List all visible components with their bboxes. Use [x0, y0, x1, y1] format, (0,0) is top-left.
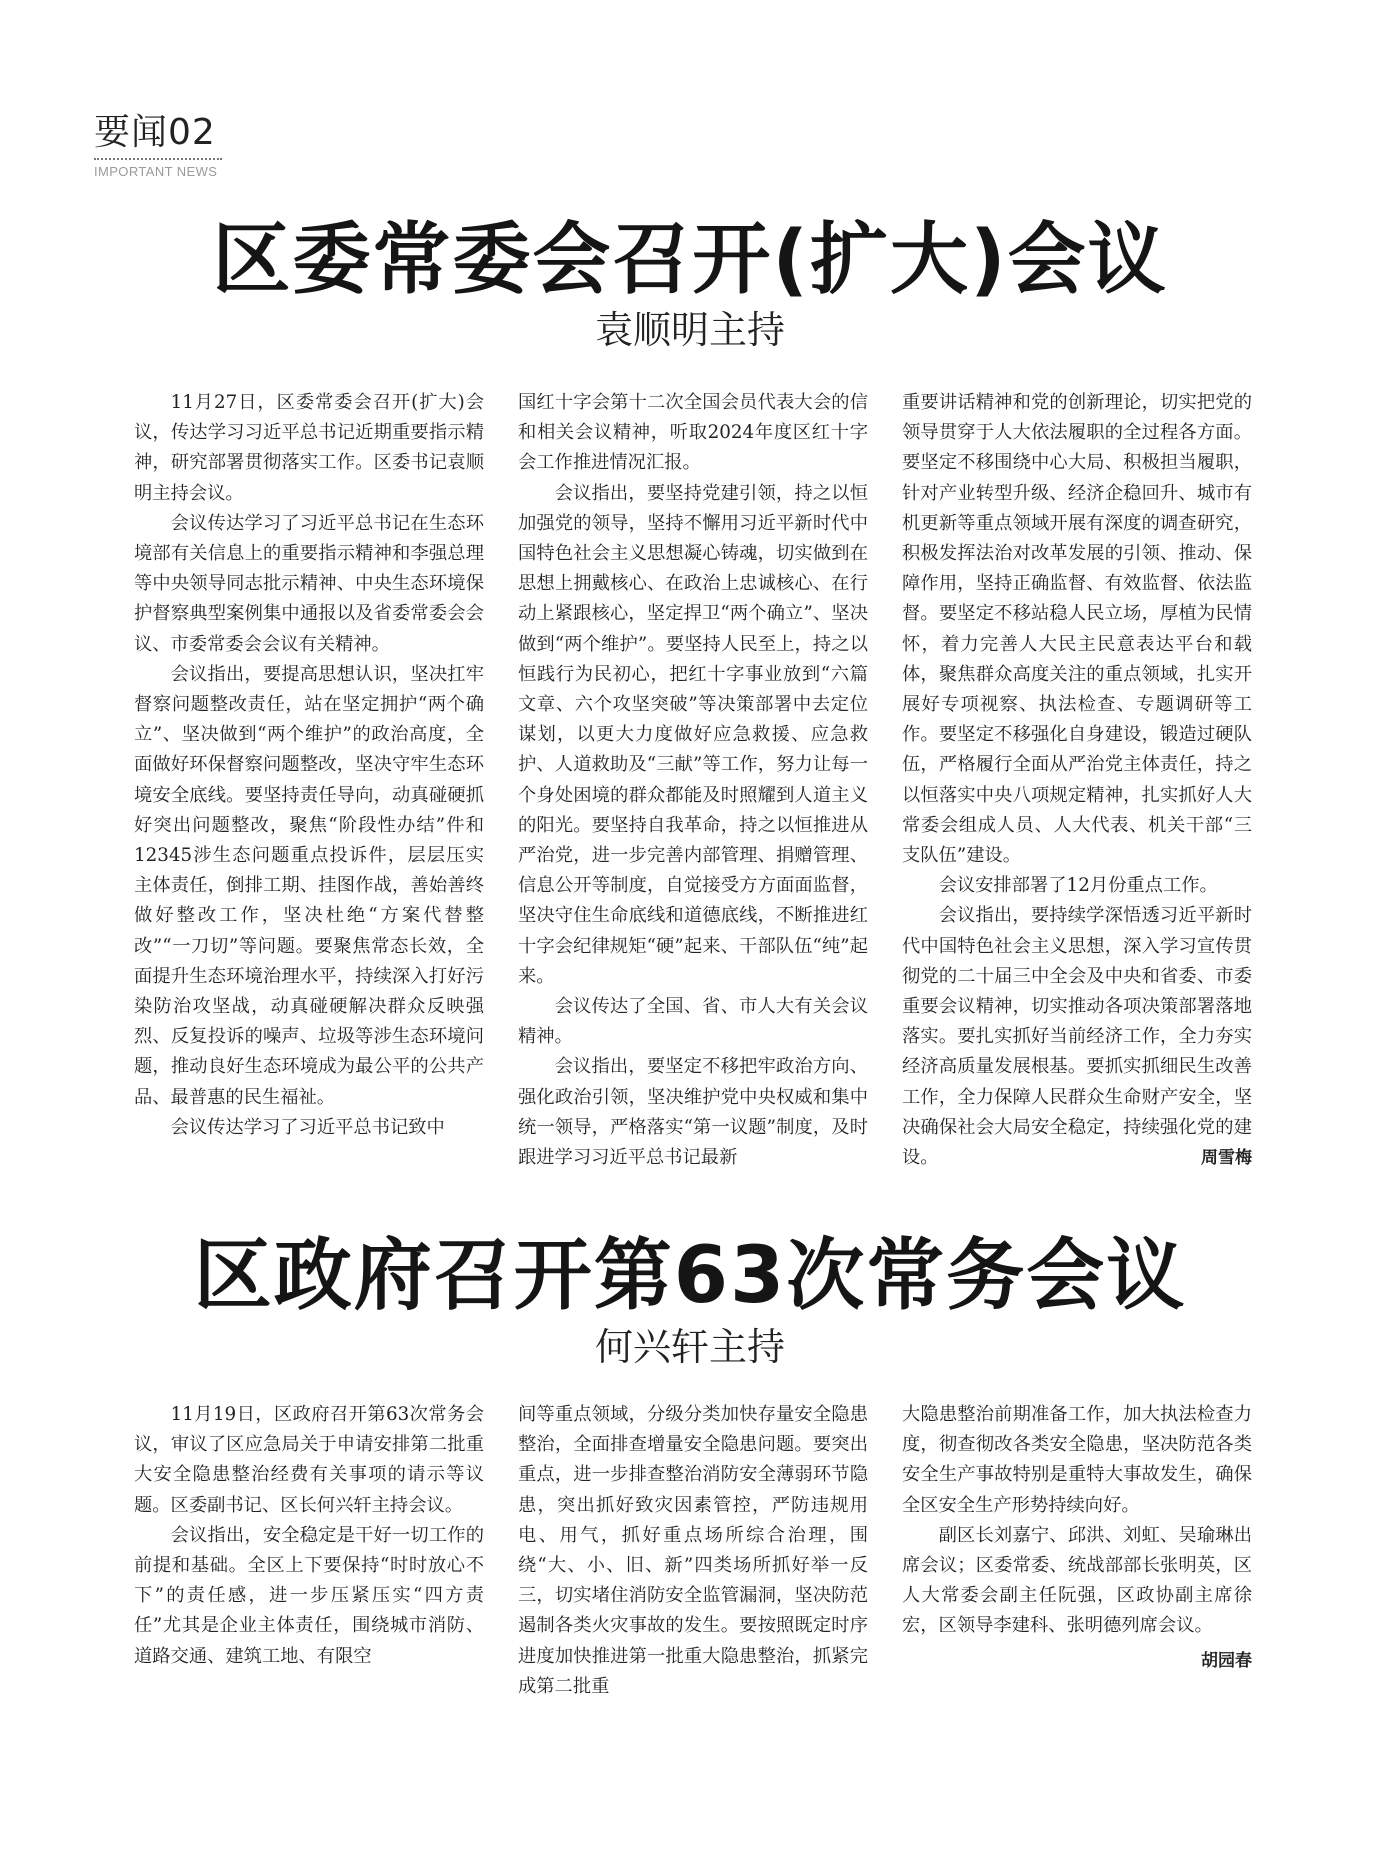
article-1-headline: 区委常委会召开(扩大)会议 [212, 215, 1168, 305]
article-2-paragraph: 副区长刘嘉宁、邱洪、刘虹、吴瑜琳出席会议；区委常委、统战部部长张明英，区人大常委会副主任阮强，区政协副主席徐宏，区领导李建科、张明德列席会议。 [902, 1524, 1252, 1637]
article-2-author: 胡园春 [1201, 1650, 1252, 1671]
article-1-paragraph: 会议安排部署了12月份重点工作。 [938, 875, 1218, 897]
article-1-author: 周雪梅 [1201, 1148, 1252, 1169]
article-1-column-3 [902, 388, 1252, 1196]
section-masthead [94, 112, 334, 180]
article-1-paragraph: 重要讲话精神和党的创新理论，切实把党的领导贯穿于人大依法履职的全过程各方面。要坚定不移围绕中心大局、积极担当履职，针对产业转型升级、经济企稳回升、城市有机更新等重点领域开展有深度的调查研究，积极发挥法治对改革发展的引领、推动、保障作用，坚持正确监督、有效监督、依法监督。要坚定不移站稳人民立场，厚植为民情怀，着力完善人大民主民意表达平台和载体，聚焦群众高度关注的重点领域，扎实开展好专项视察、执法检查、专题调研等工作。要坚定不移强化自身建设，锻造过硬队伍，严格履行全面从严治党主体责任，持之以恒落实中央八项规定精神，扎实抓好人大常委会组成人员、人大代表、机关干部“三支队伍”建设。 [902, 392, 1252, 867]
article-2-column-1 [134, 1400, 484, 1710]
article-1-paragraph: 会议传达学习了习近平总书记在生态环境部有关信息上的重要指示精神和李强总理等中央领导同志批示精神、中央生态环境保护督察典型案例集中通报以及省委常委会会议、市委常委会会议有关精神。 [134, 512, 484, 655]
section-name: 要闻 [94, 112, 169, 153]
section-subtitle: IMPORTANT NEWS [94, 164, 218, 179]
article-1-paragraph: 11月27日，区委常委会召开(扩大)会议，传达学习习近平总书记近期重要指示精神，研究部署贯彻落实工作。区委书记袁顺明主持会议。 [134, 392, 484, 504]
article-1-paragraph: 会议传达学习了习近平总书记致中 [170, 1116, 445, 1138]
article-1-subhead: 袁顺明主持 [594, 308, 785, 352]
article-2-subhead: 何兴轩主持 [594, 1325, 785, 1369]
section-divider [94, 158, 222, 160]
article-1-paragraph: 会议指出，要提高思想认识，坚决扛牢督察问题整改责任，站在坚定拥护“两个确立”、坚决做到“两个维护”的政治高度，全面做好环保督察问题整改，坚决守牢生态环境安全底线。要坚持责任导向，动真碰硬抓好突出问题整改，聚焦“阶段性办结”件和12345涉生态问题重点投诉件，层层压实主体责任，倒排工期、挂图作战，善始善终做好整改工作，坚决杜绝“方案代替整改”“一刀切”等问题。要聚焦常态长效，全面提升生态环境治理水平，持续深入打好污染防治攻坚战，动真碰硬解决群众反映强烈、反复投诉的噪声、垃圾等涉生态环境问题，推动良好生态环境成为最公平的公共产品、最普惠的民生福祉。 [134, 663, 484, 1108]
article-1-paragraph [902, 901, 1252, 1173]
article-2-paragraph: 大隐患整治前期准备工作，加大执法检查力度，彻查彻改各类安全隐患，坚决防范各类安全生产事故特别是重特大事故发生，确保全区安全生产形势持续向好。 [902, 1404, 1252, 1516]
article-2-column-2 [518, 1400, 868, 1710]
article-1-column-1 [134, 388, 484, 1196]
article-2-paragraph: 间等重点领域，分级分类加快存量安全隐患整治，全面排查增量安全隐患问题。要突出重点，进一步排查整治消防安全薄弱环节隐患，突出抓好致灾因素管控，严防违规用电、用气，抓好重点场所综合治理，围绕“大、小、旧、新”四类场所抓好举一反三，切实堵住消防安全监管漏洞，坚决防范遏制各类火灾事故的发生。要按照既定时序进度加快推进第一批重大隐患整治，抓紧完成第二批重 [518, 1404, 868, 1697]
article-1-paragraph-text: 会议指出，要持续学深悟透习近平新时代中国特色社会主义思想，深入学习宣传贯彻党的二十届三中全会及中央和省委、市委重要会议精神，切实推动各项决策部署落地落实。要扎实抓好当前经济工作，全力夯实经济高质量发展根基。要抓实抓细民生改善工作，全力保障人民群众生命财产安全，坚决确保社会大局安全稳定，持续强化党的建设。 [902, 905, 1252, 1169]
article-1-paragraph: 会议指出，要坚持党建引领，持之以恒加强党的领导，坚持不懈用习近平新时代中国特色社会主义思想凝心铸魂，切实做到在思想上拥戴核心、在政治上忠诚核心、在行动上紧跟核心，坚定捍卫“两个确立”、坚决做到“两个维护”。要坚持人民至上，持之以恒践行为民初心，把红十字事业放到“六篇文章、六个攻坚突破”等决策部署中去定位谋划，以更大力度做好应急救援、应急救护、人道救助及“三献”等工作，努力让每一个身处困境的群众都能及时照耀到人道主义的阳光。要坚持自我革命，持之以恒推进从严治党，进一步完善内部管理、捐赠管理、信息公开等制度，自觉接受方方面面监督，坚决守住生命底线和道德底线，不断推进红十字会纪律规矩“硬”起来、干部队伍“纯”起来。 [518, 482, 868, 987]
article-2-paragraph: 11月19日，区政府召开第63次常务会议，审议了区应急局关于申请安排第二批重大安全隐患整治经费有关事项的请示等议题。区委副书记、区长何兴轩主持会议。 [134, 1404, 484, 1516]
section-number: 02 [168, 112, 216, 153]
article-1-paragraph: 会议传达了全国、省、市人大有关会议精神。 [518, 996, 868, 1048]
article-2-headline: 区政府召开第63次常务会议 [193, 1231, 1187, 1321]
article-2-column-3 [902, 1400, 1252, 1710]
article-1-paragraph: 国红十字会第十二次全国会员代表大会的信和相关会议精神，听取2024年度区红十字会工作推进情况汇报。 [518, 392, 868, 474]
article-1-paragraph: 会议指出，要坚定不移把牢政治方向、强化政治引领，坚决维护党中央权威和集中统一领导，严格落实“第一议题”制度，及时跟进学习习近平总书记最新 [518, 1056, 868, 1169]
section-title [94, 112, 334, 154]
article-1-column-2 [518, 388, 868, 1196]
article-2-paragraph: 会议指出，安全稳定是干好一切工作的前提和基础。全区上下要保持“时时放心不下”的责任感，进一步压紧压实“四方责任”尤其是企业主体责任，围绕城市消防、道路交通、建筑工地、有限空 [134, 1524, 484, 1667]
